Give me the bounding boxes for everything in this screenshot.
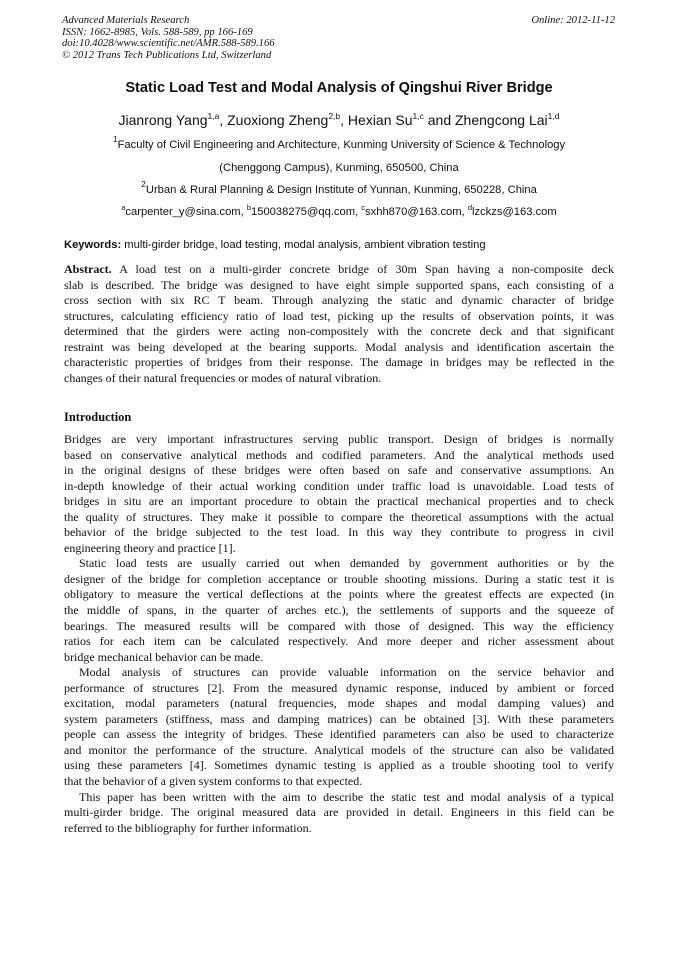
abstract-label: Abstract. — [64, 262, 112, 276]
introduction-line: the middle of spans, in the quarter of arches etc.), the settlements of supports and the squeeze of — [64, 603, 614, 618]
keywords-text: multi-girder bridge, load testing, modal analysis, ambient vibration testing — [121, 239, 486, 251]
abstract-line: determined that the girders were acting non-compositely with the concrete deck and that significant — [64, 324, 614, 339]
doi-line: doi:10.4028/www.scientific.net/AMR.588-589.166 — [62, 38, 275, 50]
introduction-line: multi-girder bridge. The original measured data are provided in detail. Engineers in this field can be — [64, 805, 614, 820]
introduction-line: ratios for each item can be calculated respectively. And more deeper and richer assessment about — [64, 634, 614, 649]
introduction-line: bridges in situ are an important procedure to obtain the practical mechanical properties and to check — [64, 494, 614, 509]
email[interactable]: $^b$150038275@qq.com — [246, 203, 356, 218]
introduction-line: in-depth knowledge of their actual working condition under traffic load is unavoidable. Load tests of — [64, 478, 614, 493]
keywords-line — [64, 239, 486, 251]
author-emails: $^a$carpenter_y@sina.com, $^b$150038275@qq.com, $^c$sxhh870@163.com, $^d$lzckzs@163.com — [121, 203, 557, 218]
introduction-body — [64, 432, 614, 836]
keywords-label: Keywords: — [64, 239, 122, 251]
journal-name: Advanced Materials Research — [62, 15, 190, 26]
introduction-line: Static load tests are usually carried out when demanded by government authorities or by the — [79, 556, 614, 571]
abstract-line: changes of their natural frequencies or modes of natural vibration. — [64, 370, 382, 385]
introduction-line: bridge mechanical behavior can be made. — [64, 649, 264, 664]
email[interactable]: $^c$sxhh870@163.com — [361, 203, 462, 218]
introduction-line: engineering theory and practice [1]. — [64, 540, 236, 555]
introduction-line: using these parameters [4]. Sometimes dynamic testing is applied as a trouble shooting tool to verify — [64, 758, 614, 773]
affiliation-1-continued: (Chenggong Campus), Kunming, 650500, China — [219, 162, 459, 174]
introduction-line: excitation, modal parameters (natural frequencies, mode shapes and modal damping values) and — [64, 696, 614, 711]
introduction-line: that the behavior of a given system conforms to that expected. — [64, 774, 363, 789]
introduction-line: behavior of the bridge subjected to the test load. In this way they contribute to progress in civil — [64, 525, 614, 540]
introduction-line: based on conservative analytical methods and codified parameters. And the analytical methods used — [64, 447, 614, 462]
introduction-line: This paper has been written with the aim to describe the static test and modal analysis of a typical — [79, 789, 614, 804]
abstract-line: cross section with six RC T beam. Through analyzing the static and dynamic character of bridge — [64, 293, 614, 308]
affiliation-2: $^2$Urban & Rural Planning & Design Institute of Yunnan, Kunming, 650228, China — [141, 179, 537, 196]
introduction-line: people can assess the integrity of bridges. These identified parameters can also be used to characterize — [64, 727, 614, 742]
section-heading-introduction: Introduction — [64, 410, 132, 424]
abstract-line: characteristic properties of bridges from their response. The damage in bridges may be reflected in the — [64, 355, 614, 370]
abstract-line: Abstract. A load test on a multi-girder concrete bridge of 30m Span having a non-composite deck — [64, 262, 614, 276]
introduction-line: referred to the bibliography for further information. — [64, 820, 312, 835]
abstract-line: slab is described. The bridge was designed to have eight simple supported spans, each consisting of a — [64, 277, 614, 292]
abstract-line: restraint was being developed at the bearing supports. Modal analysis and identification ascertain the — [64, 339, 614, 354]
journal-header — [62, 15, 275, 61]
author: Zhengcong Lai$^{1,d}$ — [455, 111, 560, 128]
author: Jianrong Yang$^{1,a}$, — [118, 111, 228, 128]
email[interactable]: $^d$lzckzs@163.com — [467, 203, 557, 218]
introduction-line: bearings. The measured results will be compared with those of designed. This way the efficiency — [64, 618, 614, 633]
author: Hexian Su$^{1,c}$ and — [347, 111, 455, 128]
email[interactable]: $^a$carpenter_y@sina.com — [121, 203, 241, 218]
introduction-line: Modal analysis of structures can provide valuable information on the service behavior and — [79, 665, 614, 680]
copyright-line: © 2012 Trans Tech Publications Ltd, Switzerland — [62, 49, 272, 61]
abstract-line: structures, calculating efficiency ratio of load test, picking up the results of observation points, it was — [64, 308, 614, 323]
introduction-line: the quality of structures. They make it possible to compare the theoretical assumptions with the actual — [64, 509, 614, 524]
online-date: Online: 2012-11-12 — [531, 15, 615, 26]
author: Zuoxiong Zheng$^{2,b}$, — [227, 111, 348, 128]
abstract — [64, 262, 614, 386]
author-list — [0, 112, 678, 128]
introduction-line: and monitor the performance of the structure. Analytical models of the structure can also be validated — [64, 742, 614, 757]
issn-line: ISSN: 1662-8985, Vols. 588-589, pp 166-169 — [62, 26, 253, 38]
introduction-line: designer of the bridge for completion acceptance or trouble shooting missions. During a static test it is — [64, 571, 614, 586]
introduction-line: in the original designs of these bridges were often based on safe and conservative assumptions. An — [64, 463, 614, 478]
paper-title: Static Load Test and Modal Analysis of Qingshui River Bridge — [125, 80, 553, 96]
introduction-line: system parameters (stiffness, mass and damping matrices) can be obtained [3]. With these parameters — [64, 711, 614, 726]
introduction-line: Bridges are very important infrastructures serving public transport. Design of bridges is normally — [64, 432, 614, 446]
affiliation-1: $^1$Faculty of Civil Engineering and Architecture, Kunming University of Science & Technology — [112, 134, 566, 151]
introduction-line: obligatory to measure the vertical deflections at the points where the greatest effects are expected (in — [64, 587, 614, 602]
introduction-line: performance of structures [2]. From the measured dynamic response, induced by ambient or forced — [64, 680, 614, 695]
